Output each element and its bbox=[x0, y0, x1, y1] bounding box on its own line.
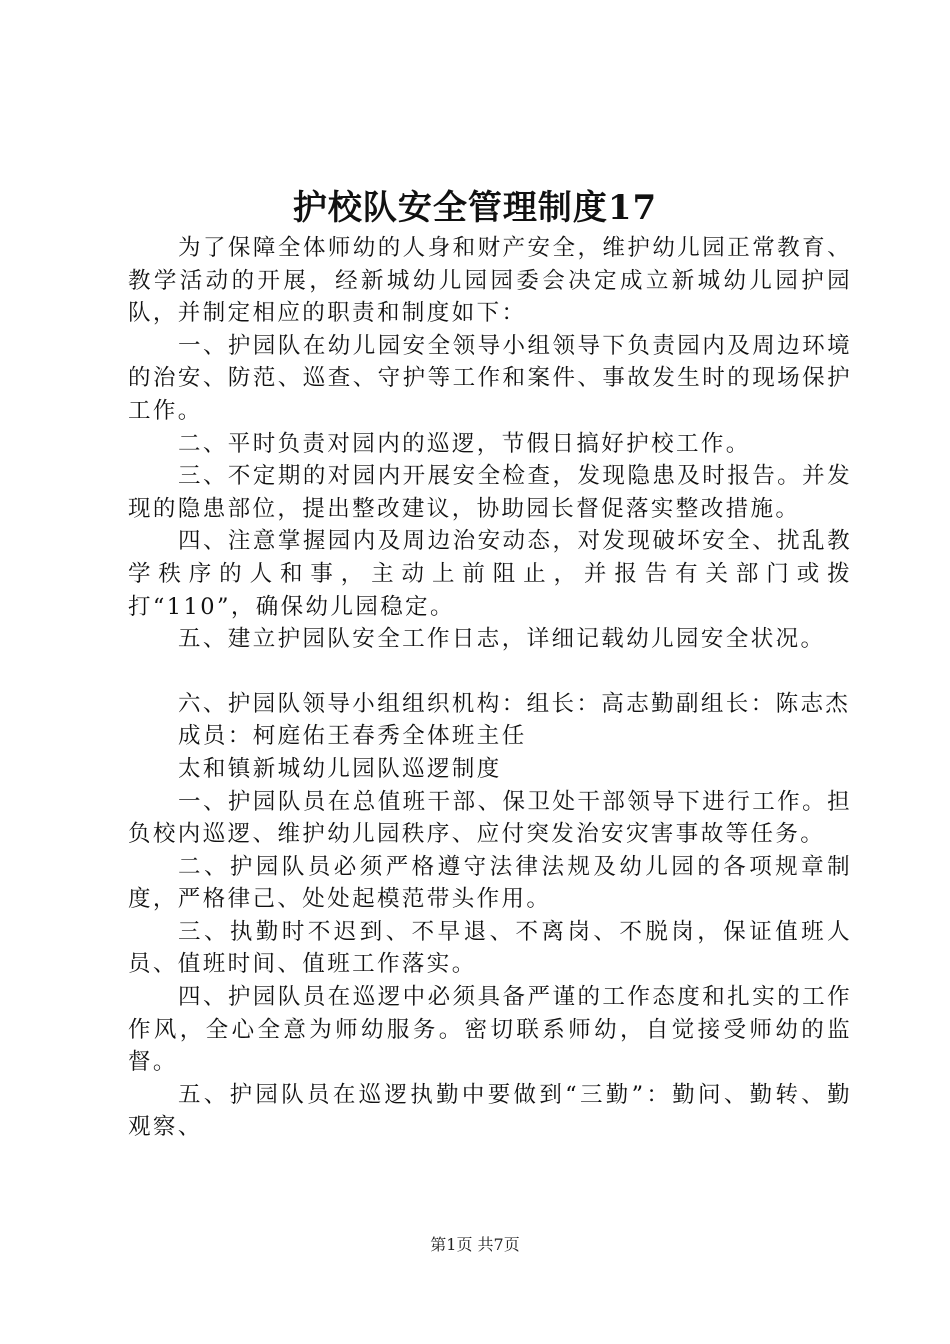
page-number-footer: 第1页 共7页 bbox=[430, 1235, 520, 1254]
paragraph-duty-4: 四、注意掌握园内及周边治安动态，对发现破坏安全、扰乱教学秩序的人和事，主动上前阻止，并报告有关部门或拨打“110”，确保幼儿园稳定。 bbox=[128, 528, 852, 620]
document-body bbox=[128, 232, 852, 1144]
paragraph-intro: 为了保障全体师幼的人身和财产安全，维护幼儿园正常教育、教学活动的开展，经新城幼儿园园委会决定成立新城幼儿园护园队，并制定相应的职责和制度如下： bbox=[128, 235, 852, 327]
paragraph-duty-3: 三、不定期的对园内开展安全检查，发现隐患及时报告。并发现的隐患部位，提出整改建议，协助园长督促落实整改措施。 bbox=[128, 463, 852, 522]
paragraph-patrol-3: 三、执勤时不迟到、不早退、不离岗、不脱岗，保证值班人员、值班时间、值班工作落实。 bbox=[128, 918, 852, 978]
paragraph-duty-5: 五、建立护园队安全工作日志，详细记载幼儿园安全状况。 bbox=[178, 626, 826, 653]
paragraph-patrol-2: 二、护园队员必须严格遵守法律法规及幼儿园的各项规章制度，严格律己、处处起模范带头作用。 bbox=[128, 853, 852, 913]
paragraph-members: 成员：柯庭佑王春秀全体班主任 bbox=[178, 723, 527, 750]
paragraph-duty-6: 六、护园队领导小组组织机构：组长：高志勤副组长：陈志杰 bbox=[178, 690, 851, 717]
paragraph-patrol-5: 五、护园队员在巡逻执勤中要做到“三勤”：勤问、勤转、勤观察、 bbox=[128, 1081, 852, 1141]
paragraph-duty-2: 二、平时负责对园内的巡逻，节假日搞好护校工作。 bbox=[178, 430, 751, 457]
paragraph-subtitle-patrol: 太和镇新城幼儿园队巡逻制度 bbox=[178, 755, 502, 782]
paragraph-spacer bbox=[128, 656, 852, 688]
document-title: 护校队安全管理制度17 bbox=[292, 188, 658, 228]
paragraph-patrol-1: 一、护园队员在总值班干部、保卫处干部领导下进行工作。担负校内巡逻、维护幼儿园秩序、应付突发治安灾害事故等任务。 bbox=[128, 788, 852, 848]
paragraph-patrol-4: 四、护园队员在巡逻中必须具备严谨的工作态度和扎实的工作作风，全心全意为师幼服务。密切联系师幼，自觉接受师幼的监督。 bbox=[128, 984, 852, 1076]
paragraph-duty-1: 一、护园队在幼儿园安全领导小组领导下负责园内及周边环境的治安、防范、巡查、守护等工作和案件、事故发生时的现场保护工作。 bbox=[128, 332, 852, 424]
